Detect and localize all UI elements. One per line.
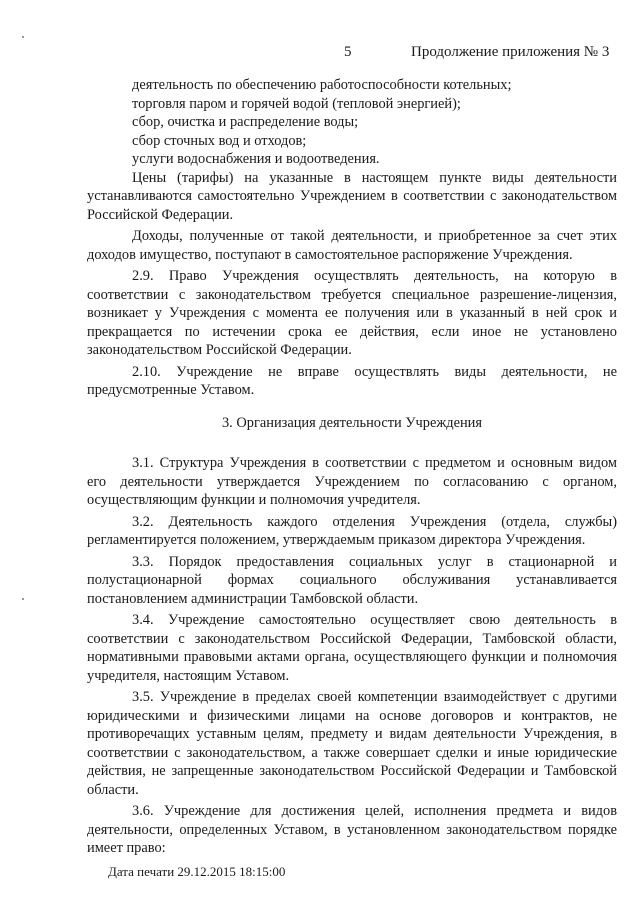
paragraph-3-1: 3.1. Структура Учреждения в соответствии с предметом и основным видом его деятельности утверждается Учреждением по согласованию с органом, осуществляющим функции и полномочия учредителя. [87, 455, 617, 508]
scan-speck [22, 598, 24, 600]
list-item: деятельность по обеспечению работоспособности котельных; [132, 77, 512, 93]
paragraph-3-4: 3.4. Учреждение самостоятельно осуществляет свою деятельность в соответствии с законодательством Российской Федерации, Тамбовской области, нормативными правовыми актами органа, осуществляющего функции и полномочия учредителя, настоящим Уставом. [87, 612, 617, 684]
document-body [87, 76, 617, 861]
paragraph-3-2: 3.2. Деятельность каждого отделения Учреждения (отдела, службы) регламентируется положением, утверждаемым приказом директора Учреждения. [87, 513, 617, 548]
list-item: торговля паром и горячей водой (тепловой энергией); [132, 95, 461, 112]
list-item: сбор, очистка и распределение воды; [132, 114, 359, 130]
paragraph-income: Доходы, полученные от такой деятельности, и приобретенное за счет этих доходов имущество, поступают в самостоятельное распоряжение Учреждения. [87, 228, 617, 263]
paragraph-3-3: 3.3. Порядок предоставления социальных услуг в стационарной и полустационарной формах социального обслуживания устанавливается постановлением администрации Тамбовской области. [87, 553, 617, 607]
page-header-title: Продолжение приложения № 3 [411, 44, 610, 60]
page-number: 5 [344, 44, 352, 60]
paragraph-3-5: 3.5. Учреждение в пределах своей компетенции взаимодействует с другими юридическими и физическими лицами на основе договоров и контрактов, не противоречащих уставным целям, предмету и видам деятельности Учреждения, в соответствии с законодательством, а также совершает сделки и иные юридические действия, не запрещенные законодательством Российской Федерации и Тамбовской области. [87, 689, 617, 798]
paragraph-prices: Цены (тарифы) на указанные в настоящем пункте виды деятельности устанавливаются самостоятельно Учреждением в соответствии с законодательством Российской Федерации. [87, 169, 617, 223]
scan-speck [22, 36, 24, 38]
section-heading: 3. Организация деятельности Учреждения [221, 414, 483, 431]
list-item: услуги водоснабжения и водоотведения. [132, 151, 380, 167]
list-item: сбор сточных вод и отходов; [132, 132, 307, 149]
paragraph-2-10: 2.10. Учреждение не вправе осуществлять виды деятельности, не предусмотренные Уставом. [87, 363, 617, 398]
paragraph-3-6: 3.6. Учреждение для достижения целей, исполнения предмета и видов деятельности, определенных Уставом, в установленном законодательством порядке имеет право: [87, 803, 617, 856]
print-date: Дата печати 29.12.2015 18:15:00 [108, 864, 286, 879]
paragraph-2-9: 2.9. Право Учреждения осуществлять деятельность, на которую в соответствии с законодательством требуется специальное разрешение-лицензия, возникает у Учреждения с момента ее получения или в указанный в ней срок и прекращается по истечении срока ее действия, если иное не установлено законодательством Российской Федерации. [87, 268, 617, 358]
